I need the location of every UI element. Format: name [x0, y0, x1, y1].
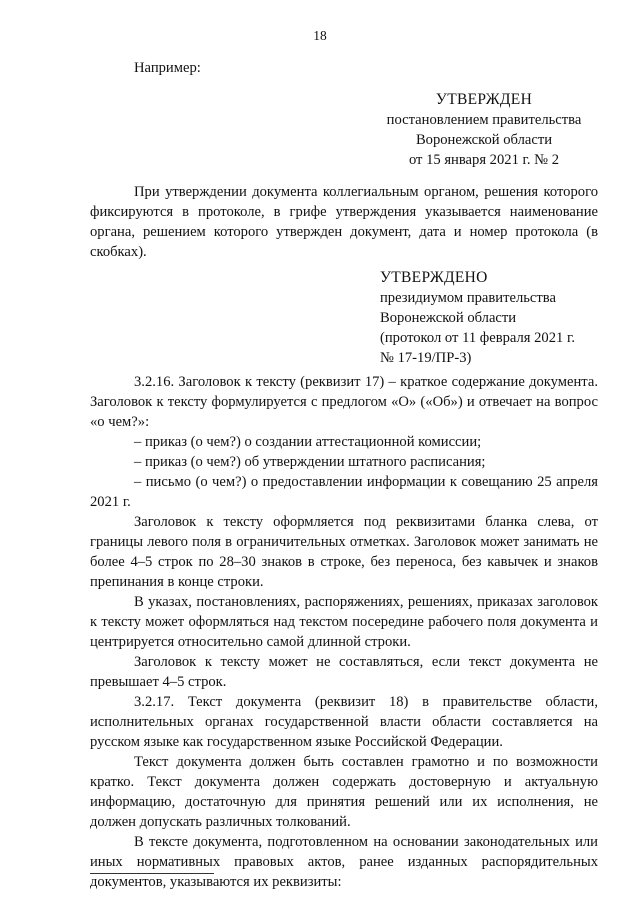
document-body: [90, 372, 598, 892]
footnote-divider: [90, 873, 214, 874]
body-paragraph: Заголовок к тексту может не составляться, если текст документа не превышает 4–5 строк.: [90, 654, 598, 690]
stamp-line: № 17-19/ПР-3): [380, 350, 472, 366]
stamp-title: УТВЕРЖДЕН: [435, 91, 533, 108]
example-item: – письмо (о чем?) о предоставлении информации к совещанию 25 апреля 2021 г.: [90, 474, 598, 510]
page-number: 18: [313, 28, 327, 43]
stamp-title: УТВЕРЖДЕНО: [380, 269, 488, 286]
stamp-line: президиумом правительства: [380, 290, 556, 306]
stamp-line: Воронежской области: [380, 310, 517, 326]
section-3-2-16: 3.2.16. Заголовок к тексту (реквизит 17) – краткое содержание документа. Заголовок к тексту формулируется с предлогом «О» («Об») и отвечает на вопрос «о чем?»:: [90, 374, 598, 430]
example-item: – приказ (о чем?) об утверждении штатного расписания;: [134, 454, 486, 470]
body-paragraph: Текст документа должен быть составлен грамотно и по возможности кратко. Текст документа должен содержать достоверную и актуальную информацию, достаточную для принятия решений или их исполнения, не должен допускать различных толкований.: [90, 754, 598, 830]
body-paragraph: Заголовок к тексту оформляется под реквизитами бланка слева, от границы левого поля в ограничительных отметках. Заголовок может занимать не более 4–5 строк по 28–30 знаков в строке, без переноса, без кавычек и знаков препинания в конце строки.: [90, 514, 598, 590]
stamp-line: от 15 января 2021 г. № 2: [408, 152, 560, 168]
body-paragraph: В указах, постановлениях, распоряжениях, решениях, приказах заголовок к тексту может оформляться над текстом посередине рабочего поля документа и центрируется относительно самой длинной строки.: [90, 594, 598, 650]
intro-paragraph-block: [90, 182, 598, 262]
section-3-2-17: 3.2.17. Текст документа (реквизит 18) в правительстве области, исполнительных органах государственной власти области составляется на русском языке как государственном языке Российской Федерации.: [90, 694, 598, 750]
approval-stamp-presidium: [380, 268, 600, 368]
approval-stamp-resolution: [384, 90, 584, 170]
stamp-line: Воронежской области: [415, 132, 553, 148]
stamp-line: (протокол от 11 февраля 2021 г.: [380, 330, 575, 346]
example-label: Например:: [134, 60, 201, 76]
example-item: – приказ (о чем?) о создании аттестационной комиссии;: [134, 434, 482, 450]
body-paragraph: В тексте документа, подготовленном на основании законодательных или иных нормативных правовых актов, ранее изданных распорядительных документов, указываются их реквизиты:: [90, 834, 598, 890]
stamp-line: постановлением правительства: [386, 112, 582, 128]
intro-paragraph: При утверждении документа коллегиальным органом, решения которого фиксируются в протоколе, в грифе утверждения указывается наименование органа, решением которого утвержден документ, дата и номер протокола (в скобках).: [90, 184, 598, 260]
